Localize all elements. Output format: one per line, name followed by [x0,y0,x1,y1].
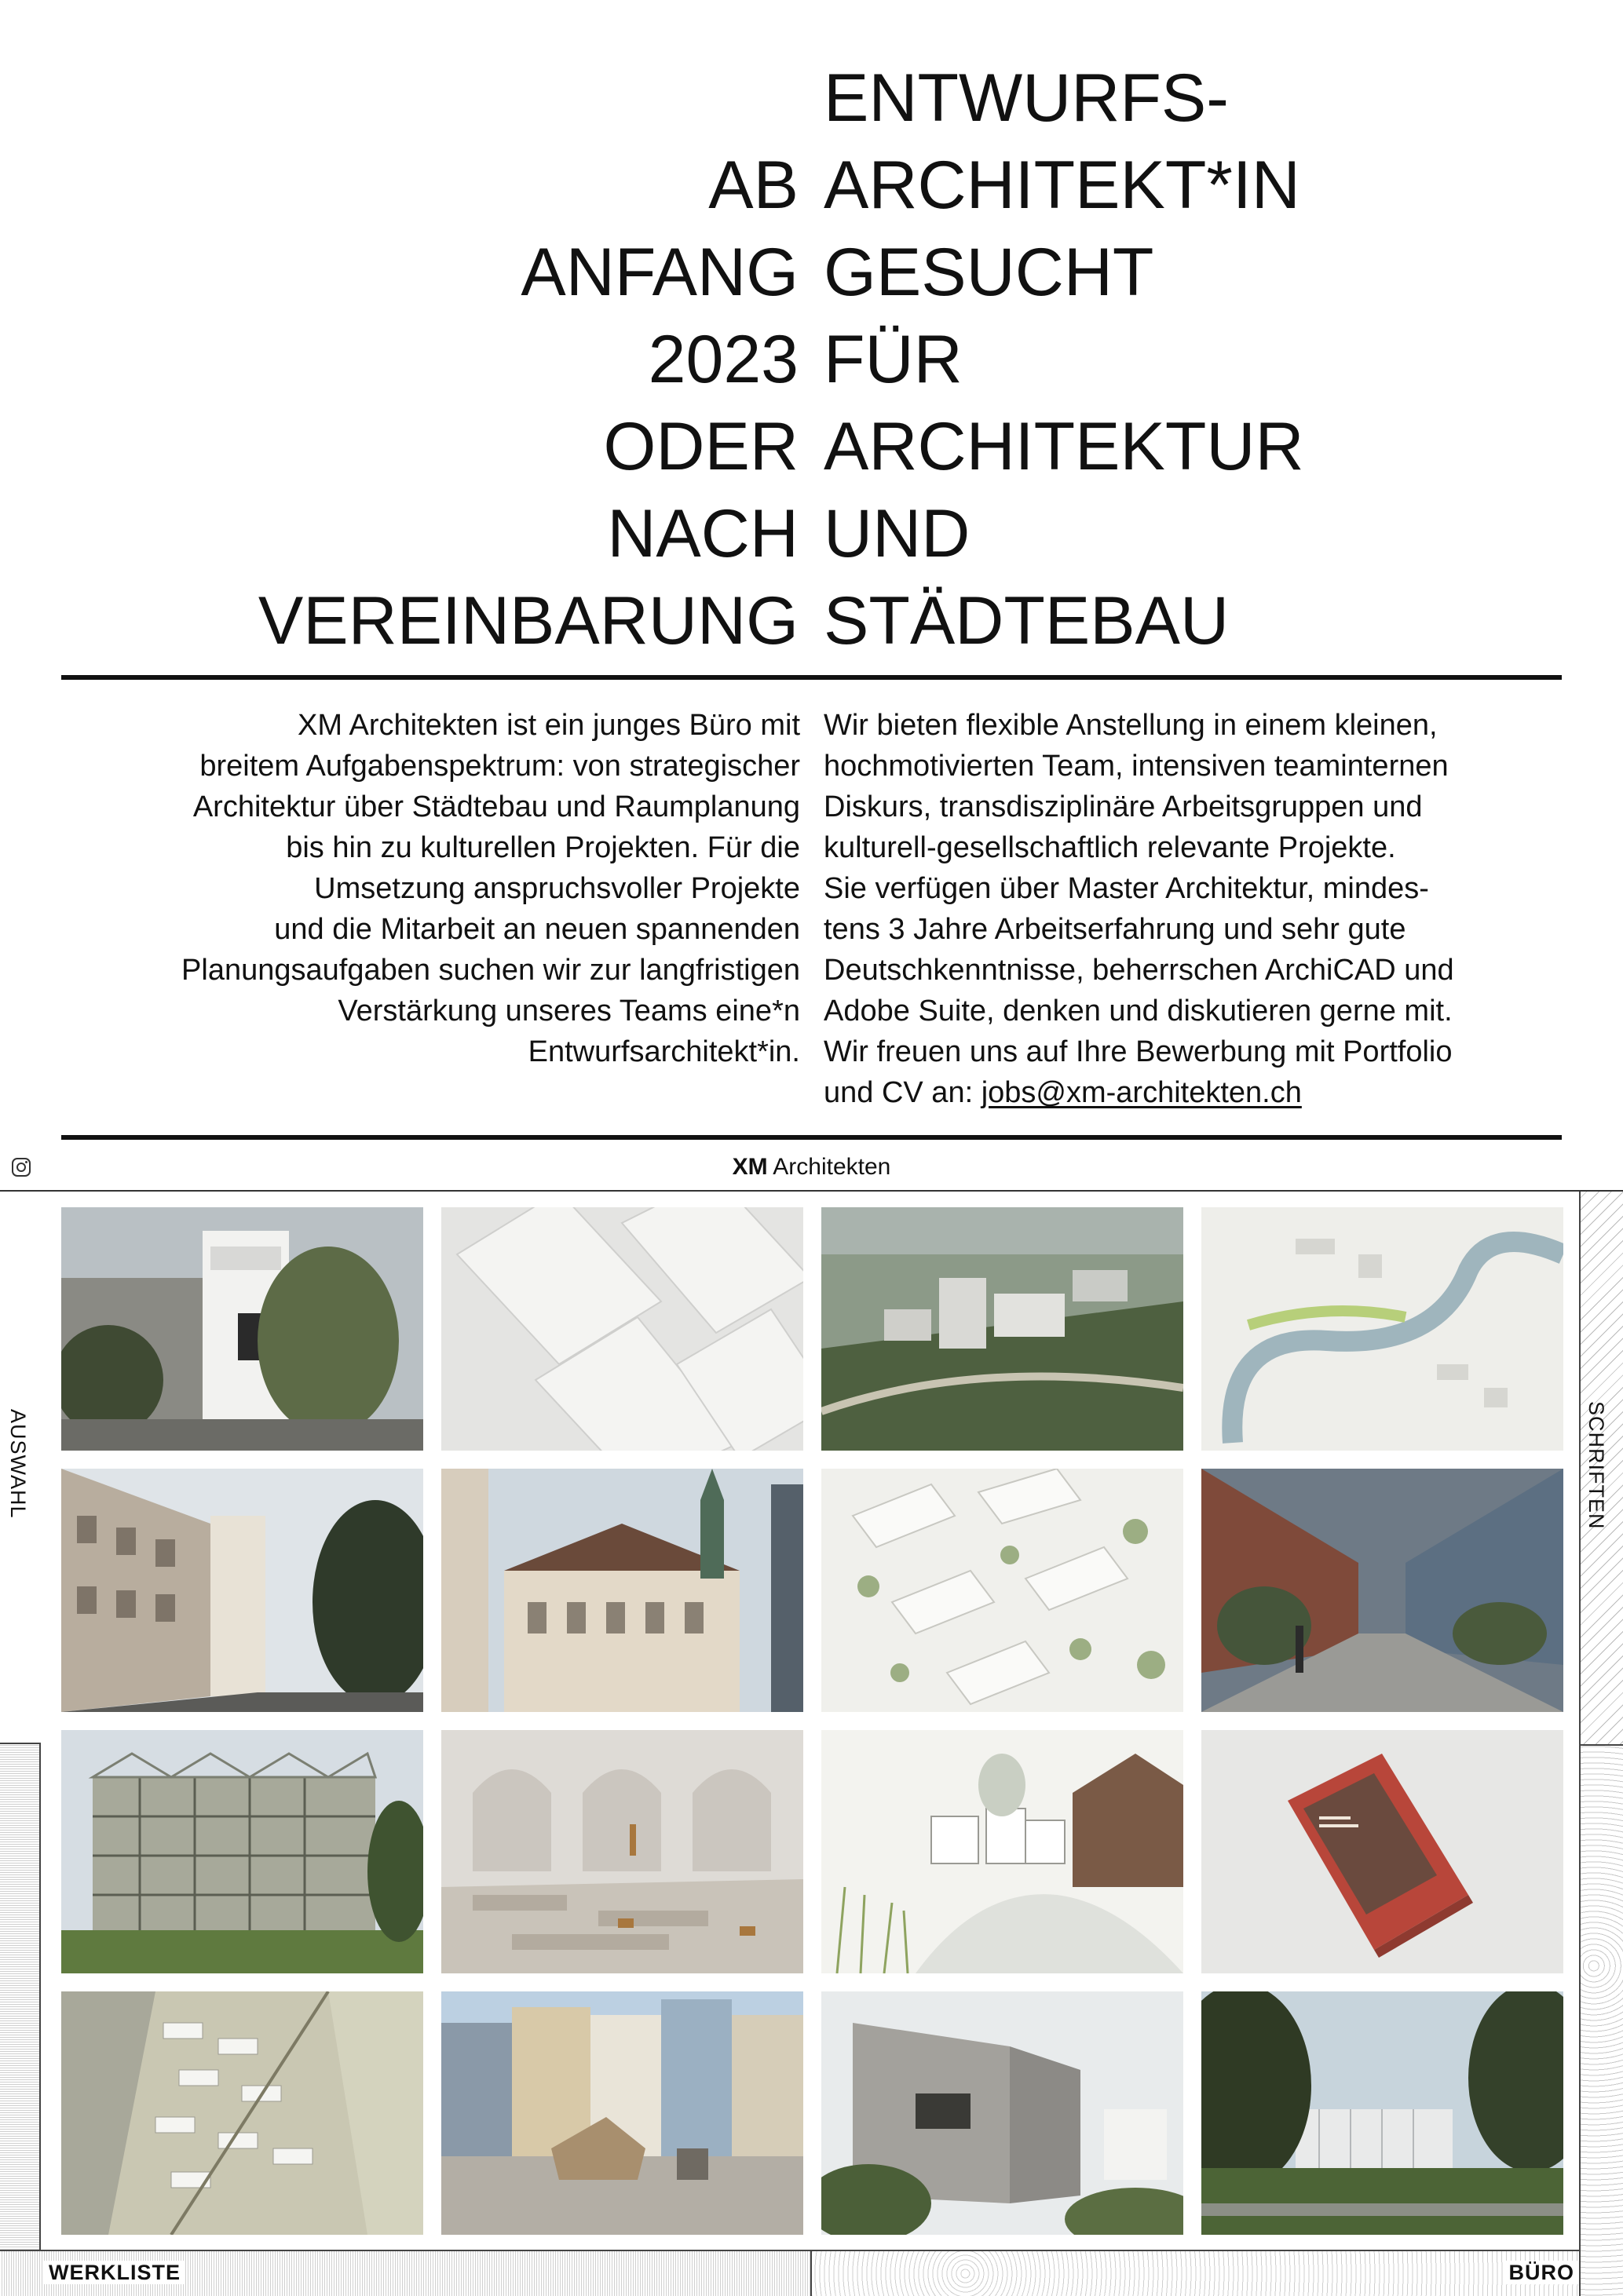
site-header-line [0,1190,1623,1192]
intro-line: Architektur über Städtebau und Raumplanung [192,790,800,823]
headline-line: VEREINBARUNG [258,583,799,659]
headline-line: ARCHITEKTUR [824,409,1304,484]
scaffold-housing-render [61,1730,423,1973]
river-plan-map [1201,1207,1563,1451]
headline-line: ARCHITEKT*IN [824,148,1300,223]
urban-plan-map [61,1991,423,2235]
headline-line: FÜR [824,322,963,397]
arches-model-photo [441,1730,803,1973]
intro-line: breitem Aufgabenspektrum: von strategischer [199,750,800,783]
project-tile-aerial-city[interactable] [821,1207,1183,1451]
intro-line: Adobe Suite, denken und diskutieren gerne mit. [824,995,1453,1028]
project-tile-street-building[interactable] [61,1469,423,1712]
intro-line: und die Mitarbeit an neuen spannenden [274,913,800,946]
project-tile-park-housing[interactable] [1201,1991,1563,2235]
project-tile-concrete-house[interactable] [821,1991,1183,2235]
book-cover-photo [1201,1730,1563,1973]
headline-line: STÄDTEBAU [824,583,1230,659]
divider-bottom [61,1135,1562,1140]
headline-line: AB [708,148,799,223]
park-housing-render [1201,1991,1563,2235]
intro-line: Diskurs, transdisziplinäre Arbeitsgruppen und [824,790,1423,823]
footer-buero[interactable] [812,2250,1579,2296]
logo-text: Architekten [767,1154,891,1180]
intro-line: Verstärkung unseres Teams eine*n [338,995,800,1028]
intro-line: Wir bieten flexible Anstellung in einem kleinen, [824,709,1438,742]
panel-werkliste-edge[interactable] [0,1743,41,2296]
headline-start-date [258,142,799,665]
intro-about [181,705,800,1072]
headline-line: NACH [607,496,799,571]
nav-buero[interactable]: BÜRO [1504,2261,1580,2284]
divider-top [61,675,1562,680]
booklets-photo [441,1207,803,1451]
aerial-city-render [821,1207,1183,1451]
village-sketch-drawing [821,1730,1183,1973]
headline-line: 2023 [648,322,799,397]
historic-building-photo [441,1469,803,1712]
headline-line: GESUCHT [824,235,1154,310]
town-square-photo [441,1991,803,2235]
intro-line: Umsetzung anspruchsvoller Projekte [314,872,800,905]
project-tile-scaffold-housing[interactable] [61,1730,423,1973]
nav-werkliste[interactable]: WERKLISTE [44,2261,185,2284]
project-tile-publications[interactable] [441,1207,803,1451]
site-logo[interactable] [0,1154,1623,1181]
intro-line: Planungsaufgaben suchen wir zur langfristigen [181,954,800,987]
street-scene-render [1201,1469,1563,1712]
intro-line: Sie verfügen über Master Architektur, mindes- [824,872,1429,905]
townhouse-photo [61,1207,423,1451]
intro-line: hochmotivierten Team, intensiven teaminternen [824,750,1449,783]
headline-line: ENTWURFS- [824,60,1229,136]
project-tile-river-plan[interactable] [1201,1207,1563,1451]
headline-line: ANFANG [521,235,799,310]
project-tile-village-sketch[interactable] [821,1730,1183,1973]
nav-auswahl[interactable]: AUSWAHL [6,1409,30,1519]
project-tile-arches-model[interactable] [441,1730,803,1973]
project-tile-street-scene[interactable] [1201,1469,1563,1712]
project-tile-town-square[interactable] [441,1991,803,2235]
headline-job-title [824,55,1304,665]
intro-line: bis hin zu kulturellen Projekten. Für die [286,831,800,864]
project-tile-historic-building[interactable] [441,1469,803,1712]
headline-line: UND [824,496,971,571]
intro-line: Deutschkenntnisse, beherrschen ArchiCAD und [824,954,1454,987]
project-tile-townhouse[interactable] [61,1207,423,1451]
project-grid [61,1207,1563,2236]
site-header [0,1148,1623,1190]
intro-line: Entwurfsarchitekt*in. [528,1035,800,1068]
email-link[interactable]: jobs@xm-architekten.ch [981,1076,1302,1109]
intro-line: tens 3 Jahre Arbeitserfahrung und sehr gute [824,913,1406,946]
contact-prefix: und CV an: [824,1076,981,1109]
project-tile-urban-plan[interactable] [61,1991,423,2235]
intro-contact-line [824,1072,1454,1113]
logo-bold: XM [732,1154,768,1180]
project-tile-site-plan[interactable] [821,1469,1183,1712]
panel-buero-edge[interactable] [1579,1744,1623,2296]
intro-line: XM Architekten ist ein junges Büro mit [298,709,800,742]
concrete-house-photo [821,1991,1183,2235]
site-plan-drawing [821,1469,1183,1712]
headline-line: ODER [603,409,799,484]
intro-line: kulturell-gesellschaftlich relevante Projekte. [824,831,1396,864]
intro-line: Wir freuen uns auf Ihre Bewerbung mit Portfolio [824,1035,1453,1068]
project-tile-book[interactable] [1201,1730,1563,1973]
street-building-photo [61,1469,423,1712]
intro-offer [824,705,1454,1113]
nav-schriften[interactable]: SCHRIFTEN [1585,1401,1608,1530]
